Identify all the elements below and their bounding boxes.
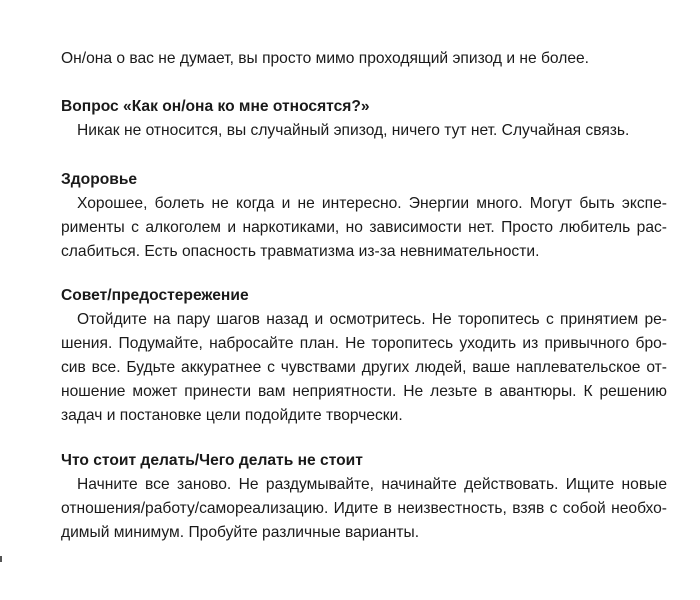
advice-heading: Совет/предостережение (61, 287, 249, 304)
health-line: рименты с алкоголем и наркотиками, но зависимости нет. Просто любитель рас- (61, 219, 667, 236)
question-heading: Вопрос «Как он/она ко мне относятся?» (61, 98, 370, 115)
advice-line: сив все. Будьте аккуратнее с чувствами других людей, ваше наплевательское от- (61, 359, 667, 376)
todo-heading: Что стоит делать/Чего делать не стоит (61, 452, 363, 469)
todo-line: Начните все заново. Не раздумывайте, начинайте действовать. Ищите новые (77, 476, 667, 493)
page-edge-mark (0, 556, 2, 562)
advice-line: шения. Подумайте, набросайте план. Не торопитесь уходить из привычного бро- (61, 335, 667, 352)
advice-line: Отойдите на пару шагов назад и осмотритесь. Не торопитесь с принятием ре- (77, 311, 667, 328)
todo-line: димый минимум. Пробуйте различные варианты. (61, 524, 420, 541)
advice-line: задач и постановке цели подойдите творчески. (61, 407, 403, 424)
todo-line: отношения/работу/самореализацию. Идите в неизвестность, взяв с собой необхо- (61, 500, 667, 517)
advice-line: ношение может принести вам неприятности. Не лезьте в авантюры. К решению (61, 383, 667, 400)
health-line: Хорошее, болеть не когда и не интересно. Энергии много. Могут быть экспе- (77, 195, 667, 212)
question-line: Никак не относится, вы случайный эпизод, ничего тут нет. Случайная связь. (77, 122, 630, 139)
health-line: слабиться. Есть опасность травматизма из-за невнимательности. (61, 243, 540, 260)
health-heading: Здоровье (61, 171, 138, 188)
intro-line: Он/она о вас не думает, вы просто мимо проходящий эпизод и не более. (61, 50, 590, 67)
